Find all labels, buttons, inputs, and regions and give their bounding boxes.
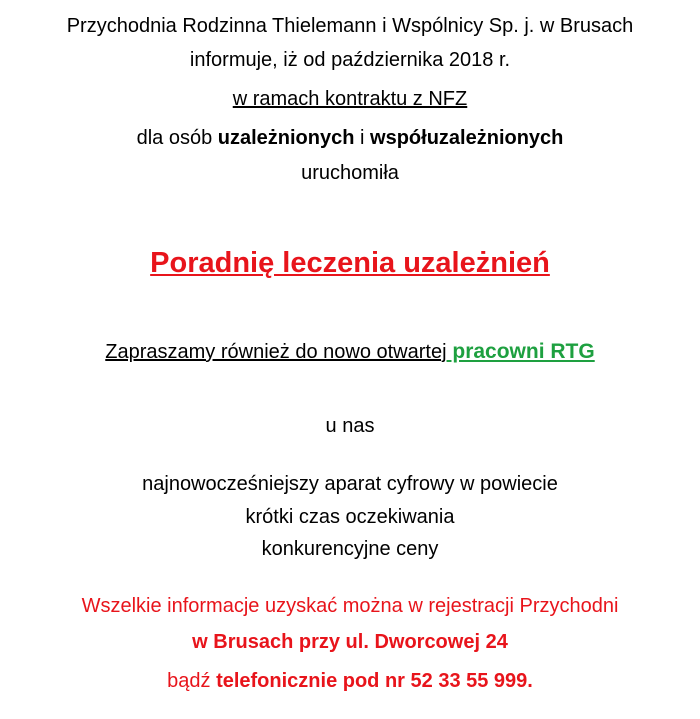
- contact-phone-number: telefonicznie pod nr 52 33 55 999.: [216, 670, 533, 692]
- rtg-invitation-prefix: Zapraszamy również do nowo otwartej: [105, 341, 447, 363]
- contact-phone-line: [0, 669, 700, 693]
- clinic-name-line: Przychodnia Rodzinna Thielemann i Wspólnicy Sp. j. w Brusach: [66, 15, 634, 37]
- target-group-addicted: uzależnionych: [217, 127, 355, 149]
- rtg-invitation-line: [0, 340, 700, 364]
- target-group-prefix: dla osób: [136, 127, 218, 149]
- feature-item: konkurencyjne ceny: [261, 538, 439, 560]
- launched-line: uruchomiła: [301, 162, 399, 184]
- target-group-mid: i: [354, 127, 371, 149]
- nfz-contract-line: w ramach kontraktu z NFZ: [232, 88, 468, 110]
- contact-address-line: w Brusach przy ul. Dworcowej 24: [192, 631, 508, 653]
- clinic-title: Poradnię leczenia uzależnień: [150, 247, 550, 279]
- feature-item: najnowocześniejszy aparat cyfrowy w powiecie: [142, 473, 558, 495]
- u-nas-line: u nas: [325, 415, 375, 437]
- target-group-line: [0, 126, 700, 150]
- target-group-coaddicted: współuzależnionych: [370, 127, 564, 149]
- feature-item: krótki czas oczekiwania: [245, 506, 455, 528]
- rtg-lab-highlight: pracowni RTG: [446, 340, 595, 363]
- announcement-date-line: informuje, iż od października 2018 r.: [189, 49, 511, 71]
- nfz-contract-line-wrapper: [0, 87, 700, 111]
- contact-info-line: Wszelkie informacje uzyskać można w rejestracji Przychodni: [81, 595, 619, 617]
- contact-phone-prefix: bądź: [167, 670, 217, 692]
